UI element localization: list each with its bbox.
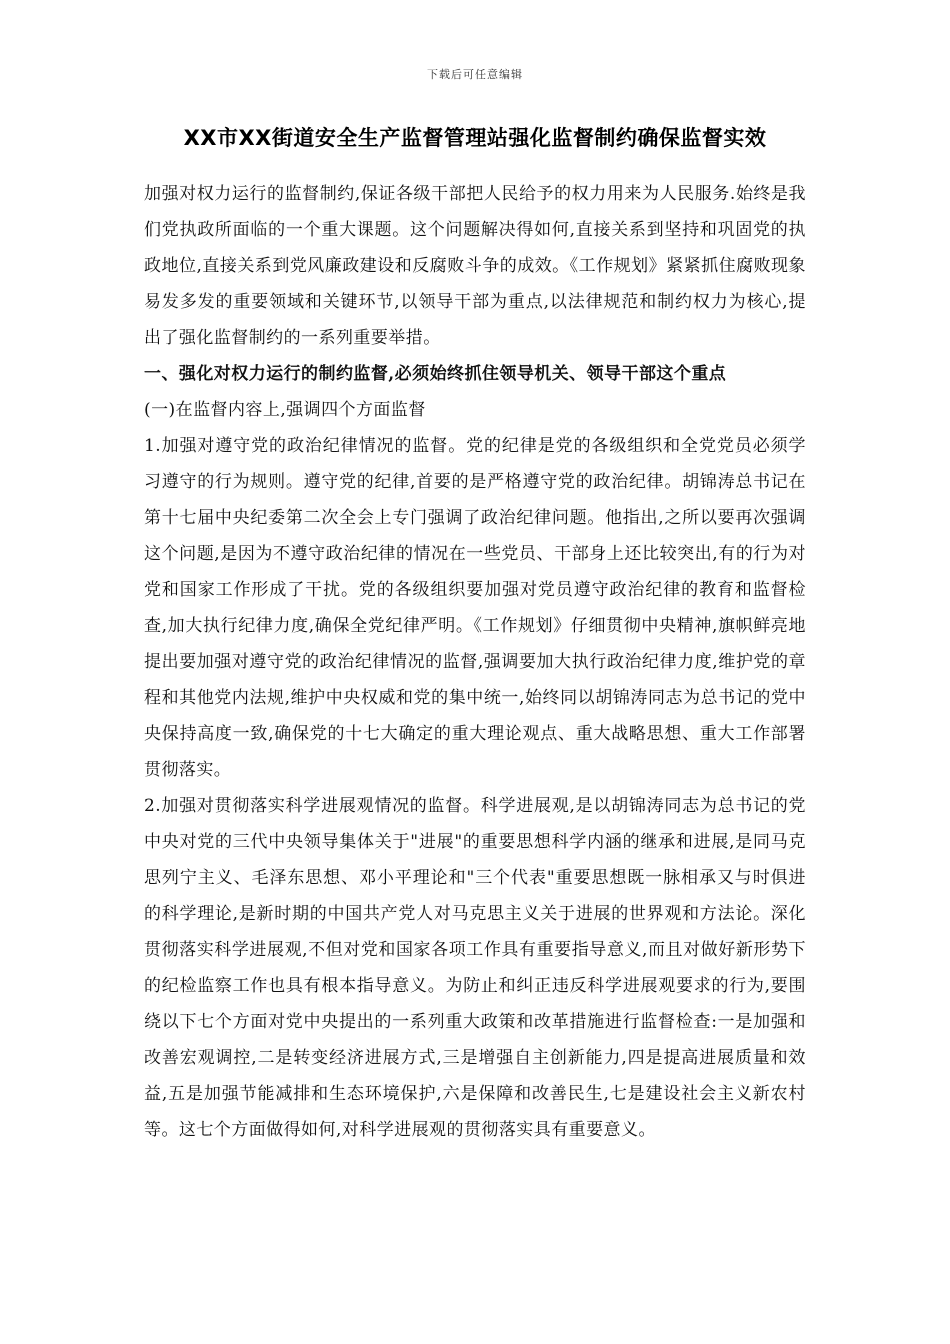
header-note: 下载后可任意编辑 <box>427 68 523 81</box>
subsection-heading: (一)在监督内容上,强调四个方面监督 <box>144 400 426 420</box>
item-1-paragraph: 1.加强对遵守党的政治纪律情况的监督。党的纪律是党的各级组织和全党党员必须学习遵守的行为规则。遵守党的纪律,首要的是严格遵守党的政治纪律。胡锦涛总书记在第十七届中央纪委第二次全会上专门强调了政治纪律问题。他指出,之所以要再次强调这个问题,是因为不遵守政治纪律的情况在一些党员、干部身上还比较突出,有的行为对党和国家工作形成了干扰。党的各级组织要加强对党员遵守政治纪律的教育和监督检查,加大执行纪律力度,确保全党纪律严明。《工作规划》仔细贯彻中央精神,旗帜鲜亮地提出要加强对遵守党的政治纪律情况的监督,强调要加大执行政治纪律力度,维护党的章程和其他党内法规,维护中央权威和党的集中统一,始终同以胡锦涛同志为总书记的党中央保持高度一致,确保党的十七大确定的重大理论观点、重大战略思想、重大工作部署贯彻落实。 <box>144 436 806 780</box>
intro-paragraph: 加强对权力运行的监督制约,保证各级干部把人民给予的权力用来为人民服务.始终是我们党执政所面临的一个重大课题。这个问题解决得如何,直接关系到坚持和巩固党的执政地位,直接关系到党风廉政建设和反腐败斗争的成效。《工作规划》紧紧抓住腐败现象易发多发的重要领域和关键环节,以领导干部为重点,以法律规范和制约权力为核心,提出了强化监督制约的一系列重要举措。 <box>144 184 806 348</box>
section-heading: 一、强化对权力运行的制约监督,必须始终抓住领导机关、领导干部这个重点 <box>144 364 727 384</box>
document-body <box>144 176 806 1148</box>
item-2-paragraph: 2.加强对贯彻落实科学进展观情况的监督。科学进展观,是以胡锦涛同志为总书记的党中央对党的三代中央领导集体关于"进展"的重要思想科学内涵的继承和进展,是同马克思列宁主义、毛泽东思想、邓小平理论和"三个代表"重要思想既一脉相承又与时俱进的科学理论,是新时期的中国共产党人对马克思主义关于进展的世界观和方法论。深化贯彻落实科学进展观,不但对党和国家各项工作具有重要指导意义,而且对做好新形势下的纪检监察工作也具有根本指导意义。为防止和纠正违反科学进展观要求的行为,要围绕以下七个方面对党中央提出的一系列重大政策和改革措施进行监督检查:一是加强和改善宏观调控,二是转变经济进展方式,三是增强自主创新能力,四是提高进展质量和效益,五是加强节能减排和生态环境保护,六是保障和改善民生,七是建设社会主义新农村等。这七个方面做得如何,对科学进展观的贯彻落实具有重要意义。 <box>144 796 806 1140</box>
document-title: XX市XX街道安全生产监督管理站强化监督制约确保监督实效 <box>183 126 767 150</box>
